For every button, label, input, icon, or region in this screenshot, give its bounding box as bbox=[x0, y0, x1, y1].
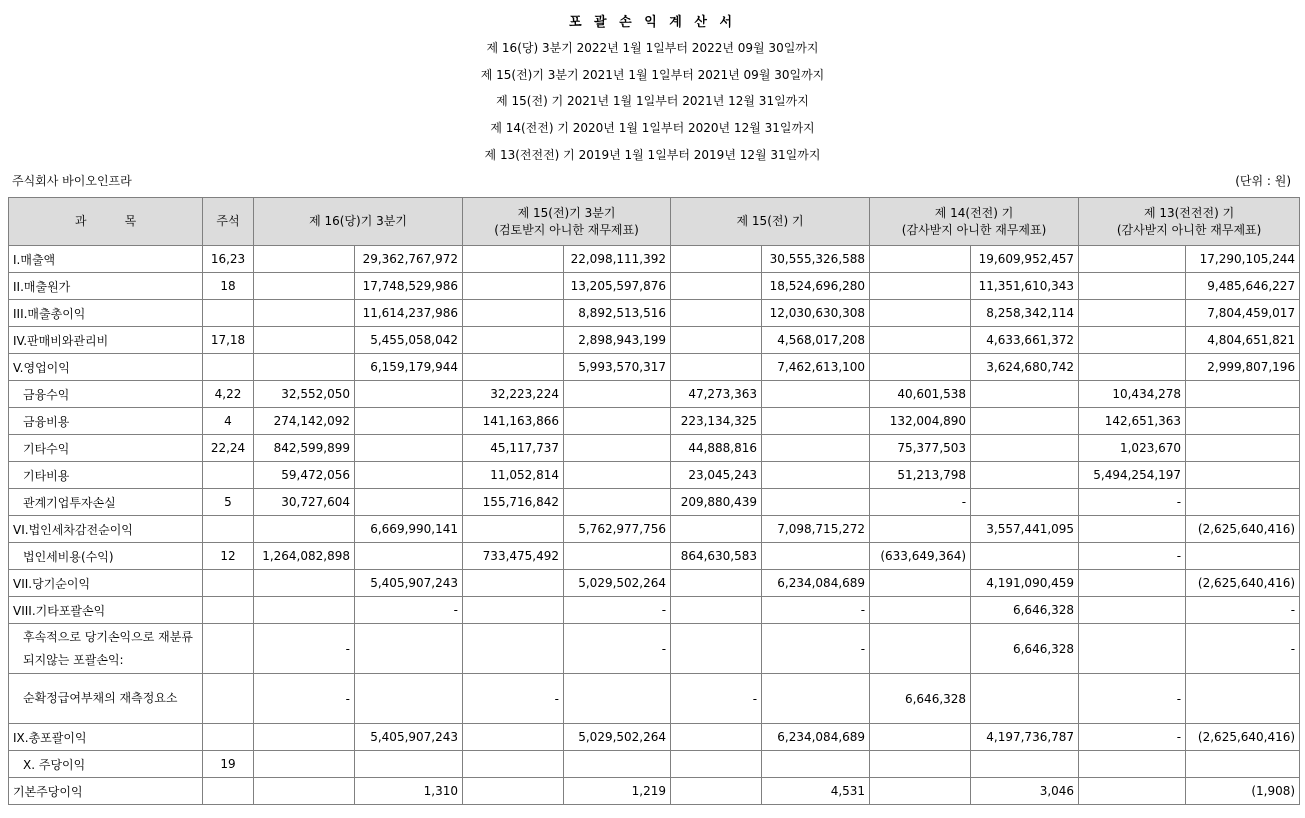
amount-cell bbox=[564, 489, 671, 516]
amount-cell: 6,159,179,944 bbox=[355, 354, 463, 381]
amount-cell bbox=[671, 327, 762, 354]
amount-cell bbox=[971, 543, 1079, 570]
amount-cell bbox=[1079, 597, 1186, 624]
table-row bbox=[9, 597, 1300, 624]
amount-cell: 18,524,696,280 bbox=[762, 273, 870, 300]
amount-cell bbox=[1079, 751, 1186, 778]
row-note bbox=[203, 516, 254, 543]
amount-cell: 5,029,502,264 bbox=[564, 724, 671, 751]
amount-cell bbox=[671, 778, 762, 805]
amount-cell bbox=[564, 408, 671, 435]
amount-cell bbox=[671, 273, 762, 300]
amount-cell bbox=[1079, 246, 1186, 273]
header-period-line2: (검토받지 아니한 재무제표) bbox=[494, 222, 639, 237]
amount-cell: 1,219 bbox=[564, 778, 671, 805]
amount-cell bbox=[564, 435, 671, 462]
period-line: 제 15(전)기 3분기 2021년 1월 1일부터 2021년 09월 30일까지 bbox=[480, 68, 825, 82]
amount-cell: 7,804,459,017 bbox=[1186, 300, 1300, 327]
amount-cell: 7,098,715,272 bbox=[762, 516, 870, 543]
amount-cell: 132,004,890 bbox=[870, 408, 971, 435]
row-note: 4,22 bbox=[203, 381, 254, 408]
header-period bbox=[463, 198, 671, 246]
amount-cell bbox=[1079, 273, 1186, 300]
amount-cell bbox=[1079, 327, 1186, 354]
amount-cell bbox=[870, 778, 971, 805]
amount-cell bbox=[1079, 354, 1186, 381]
amount-cell bbox=[1186, 435, 1300, 462]
amount-cell: 1,310 bbox=[355, 778, 463, 805]
table-row bbox=[9, 489, 1300, 516]
amount-cell: - bbox=[564, 624, 671, 674]
amount-cell bbox=[1186, 489, 1300, 516]
amount-cell bbox=[254, 300, 355, 327]
amount-cell: 842,599,899 bbox=[254, 435, 355, 462]
amount-cell bbox=[762, 489, 870, 516]
amount-cell bbox=[671, 354, 762, 381]
amount-cell: - bbox=[870, 489, 971, 516]
amount-cell: 29,362,767,972 bbox=[355, 246, 463, 273]
table-row bbox=[9, 724, 1300, 751]
amount-cell bbox=[1079, 778, 1186, 805]
amount-cell bbox=[355, 489, 463, 516]
header-period-line1: 제 15(전)기 3분기 bbox=[517, 205, 616, 220]
amount-cell bbox=[355, 435, 463, 462]
amount-cell bbox=[971, 751, 1079, 778]
amount-cell bbox=[355, 543, 463, 570]
amount-cell bbox=[254, 724, 355, 751]
amount-cell bbox=[870, 516, 971, 543]
amount-cell: 75,377,503 bbox=[870, 435, 971, 462]
statement-title: 포 괄 손 익 계 산 서 bbox=[568, 15, 737, 30]
amount-cell bbox=[564, 381, 671, 408]
header-period-line1: 제 15(전) 기 bbox=[736, 214, 804, 228]
amount-cell bbox=[254, 778, 355, 805]
amount-cell: 5,455,058,042 bbox=[355, 327, 463, 354]
unit-label: (단위 : 원) bbox=[1235, 174, 1291, 188]
table-row bbox=[9, 462, 1300, 489]
amount-cell: 23,045,243 bbox=[671, 462, 762, 489]
table-row bbox=[9, 246, 1300, 273]
amount-cell: 22,098,111,392 bbox=[564, 246, 671, 273]
amount-cell: - bbox=[463, 674, 564, 724]
amount-cell bbox=[355, 674, 463, 724]
amount-cell bbox=[463, 246, 564, 273]
header-period-line2: (감사받지 아니한 재무제표) bbox=[1116, 222, 1262, 237]
amount-cell: 864,630,583 bbox=[671, 543, 762, 570]
amount-cell bbox=[762, 751, 870, 778]
amount-cell bbox=[564, 462, 671, 489]
amount-cell bbox=[971, 408, 1079, 435]
amount-cell: 11,052,814 bbox=[463, 462, 564, 489]
amount-cell bbox=[762, 435, 870, 462]
amount-cell: 13,205,597,876 bbox=[564, 273, 671, 300]
row-note bbox=[203, 624, 254, 674]
header-period bbox=[1079, 198, 1300, 246]
row-note: 5 bbox=[203, 489, 254, 516]
amount-cell: 733,475,492 bbox=[463, 543, 564, 570]
amount-cell: 17,290,105,244 bbox=[1186, 246, 1300, 273]
header-subject: 과 목 bbox=[9, 198, 203, 246]
row-note: 18 bbox=[203, 273, 254, 300]
amount-cell bbox=[870, 327, 971, 354]
amount-cell: 1,023,670 bbox=[1079, 435, 1186, 462]
row-label: 순확정급여부채의 재측정요소 bbox=[9, 674, 203, 724]
amount-cell bbox=[870, 246, 971, 273]
amount-cell: 6,646,328 bbox=[971, 597, 1079, 624]
amount-cell bbox=[762, 381, 870, 408]
amount-cell bbox=[671, 724, 762, 751]
amount-cell: 45,117,737 bbox=[463, 435, 564, 462]
amount-cell bbox=[762, 674, 870, 724]
header-period bbox=[254, 198, 463, 246]
amount-cell: - bbox=[1186, 597, 1300, 624]
amount-cell bbox=[254, 516, 355, 543]
amount-cell bbox=[355, 408, 463, 435]
amount-cell bbox=[355, 751, 463, 778]
amount-cell bbox=[870, 724, 971, 751]
amount-cell: 2,898,943,199 bbox=[564, 327, 671, 354]
amount-cell: 11,614,237,986 bbox=[355, 300, 463, 327]
amount-cell: 5,405,907,243 bbox=[355, 570, 463, 597]
amount-cell: 4,197,736,787 bbox=[971, 724, 1079, 751]
amount-cell: 6,234,084,689 bbox=[762, 570, 870, 597]
amount-cell bbox=[463, 624, 564, 674]
table-row bbox=[9, 354, 1300, 381]
row-label: X. 주당이익 bbox=[9, 751, 203, 778]
amount-cell: - bbox=[564, 597, 671, 624]
amount-cell bbox=[463, 778, 564, 805]
amount-cell: 8,892,513,516 bbox=[564, 300, 671, 327]
period-line: 제 15(전) 기 2021년 1월 1일부터 2021년 12월 31일까지 bbox=[496, 94, 809, 108]
amount-cell bbox=[762, 543, 870, 570]
amount-cell bbox=[971, 489, 1079, 516]
amount-cell: 6,234,084,689 bbox=[762, 724, 870, 751]
amount-cell: 5,405,907,243 bbox=[355, 724, 463, 751]
amount-cell bbox=[463, 327, 564, 354]
row-note: 17,18 bbox=[203, 327, 254, 354]
table-row bbox=[9, 381, 1300, 408]
amount-cell: - bbox=[1079, 674, 1186, 724]
amount-cell: 6,646,328 bbox=[870, 674, 971, 724]
amount-cell bbox=[254, 751, 355, 778]
table-row bbox=[9, 300, 1300, 327]
amount-cell: 47,273,363 bbox=[671, 381, 762, 408]
amount-cell: 5,993,570,317 bbox=[564, 354, 671, 381]
amount-cell bbox=[463, 354, 564, 381]
header-period-line1: 제 14(전전) 기 bbox=[934, 205, 1014, 220]
amount-cell: 155,716,842 bbox=[463, 489, 564, 516]
amount-cell: - bbox=[254, 624, 355, 674]
amount-cell: 5,029,502,264 bbox=[564, 570, 671, 597]
row-label: 법인세비용(수익) bbox=[9, 543, 203, 570]
row-label: VI.법인세차감전순이익 bbox=[9, 516, 203, 543]
row-label: IV.판매비와관리비 bbox=[9, 327, 203, 354]
period-line: 제 13(전전전) 기 2019년 1월 1일부터 2019년 12월 31일까지 bbox=[484, 148, 821, 162]
row-note bbox=[203, 354, 254, 381]
amount-cell bbox=[1186, 751, 1300, 778]
amount-cell bbox=[671, 597, 762, 624]
amount-cell: 3,624,680,742 bbox=[971, 354, 1079, 381]
amount-cell bbox=[762, 462, 870, 489]
amount-cell bbox=[671, 624, 762, 674]
amount-cell: 19,609,952,457 bbox=[971, 246, 1079, 273]
amount-cell bbox=[671, 246, 762, 273]
amount-cell: 30,727,604 bbox=[254, 489, 355, 516]
amount-cell: (1,908) bbox=[1186, 778, 1300, 805]
table-row bbox=[9, 624, 1300, 674]
amount-cell bbox=[1079, 624, 1186, 674]
table-row bbox=[9, 408, 1300, 435]
period-line: 제 14(전전) 기 2020년 1월 1일부터 2020년 12월 31일까지 bbox=[490, 121, 815, 135]
amount-cell: 44,888,816 bbox=[671, 435, 762, 462]
row-label: 금융비용 bbox=[9, 408, 203, 435]
row-note bbox=[203, 300, 254, 327]
amount-cell bbox=[254, 354, 355, 381]
header-period-line2: (감사받지 아니한 재무제표) bbox=[901, 222, 1047, 237]
amount-cell bbox=[1079, 516, 1186, 543]
amount-cell bbox=[355, 624, 463, 674]
amount-cell: - bbox=[762, 624, 870, 674]
row-label: IX.총포괄이익 bbox=[9, 724, 203, 751]
amount-cell bbox=[870, 597, 971, 624]
row-note bbox=[203, 462, 254, 489]
row-label: 관계기업투자손실 bbox=[9, 489, 203, 516]
table-row bbox=[9, 273, 1300, 300]
amount-cell bbox=[1186, 543, 1300, 570]
row-label: III.매출총이익 bbox=[9, 300, 203, 327]
amount-cell bbox=[463, 300, 564, 327]
header-period bbox=[870, 198, 1079, 246]
amount-cell: 32,552,050 bbox=[254, 381, 355, 408]
company-name: 주식회사 바이오인프라 bbox=[12, 174, 132, 188]
amount-cell bbox=[564, 674, 671, 724]
header-period-line1: 제 13(전전전) 기 bbox=[1143, 205, 1235, 220]
amount-cell: 6,669,990,141 bbox=[355, 516, 463, 543]
amount-cell: (633,649,364) bbox=[870, 543, 971, 570]
amount-cell: 9,485,646,227 bbox=[1186, 273, 1300, 300]
table-row bbox=[9, 327, 1300, 354]
amount-cell bbox=[671, 300, 762, 327]
amount-cell bbox=[870, 273, 971, 300]
amount-cell: 4,804,651,821 bbox=[1186, 327, 1300, 354]
row-label: 기타수익 bbox=[9, 435, 203, 462]
amount-cell: - bbox=[762, 597, 870, 624]
amount-cell: 6,646,328 bbox=[971, 624, 1079, 674]
amount-cell bbox=[870, 751, 971, 778]
amount-cell bbox=[671, 570, 762, 597]
row-note: 22,24 bbox=[203, 435, 254, 462]
table-row bbox=[9, 435, 1300, 462]
amount-cell: (2,625,640,416) bbox=[1186, 724, 1300, 751]
amount-cell: 5,494,254,197 bbox=[1079, 462, 1186, 489]
amount-cell bbox=[762, 408, 870, 435]
amount-cell bbox=[1186, 381, 1300, 408]
header-period-line1: 제 16(당)기 3분기 bbox=[309, 214, 407, 228]
row-note: 4 bbox=[203, 408, 254, 435]
amount-cell bbox=[870, 300, 971, 327]
row-label: I.매출액 bbox=[9, 246, 203, 273]
row-note: 12 bbox=[203, 543, 254, 570]
amount-cell: 32,223,224 bbox=[463, 381, 564, 408]
row-label: V.영업이익 bbox=[9, 354, 203, 381]
amount-cell: 10,434,278 bbox=[1079, 381, 1186, 408]
period-line: 제 16(당) 3분기 2022년 1월 1일부터 2022년 09월 30일까지 bbox=[486, 41, 819, 55]
row-note: 16,23 bbox=[203, 246, 254, 273]
amount-cell: 274,142,092 bbox=[254, 408, 355, 435]
amount-cell bbox=[254, 246, 355, 273]
amount-cell bbox=[870, 354, 971, 381]
amount-cell: 12,030,630,308 bbox=[762, 300, 870, 327]
header-period bbox=[671, 198, 870, 246]
amount-cell: 30,555,326,588 bbox=[762, 246, 870, 273]
row-note bbox=[203, 778, 254, 805]
table-header-row bbox=[9, 198, 1300, 246]
row-note bbox=[203, 570, 254, 597]
amount-cell bbox=[463, 570, 564, 597]
amount-cell: 3,557,441,095 bbox=[971, 516, 1079, 543]
amount-cell bbox=[671, 516, 762, 543]
amount-cell: 51,213,798 bbox=[870, 462, 971, 489]
amount-cell bbox=[971, 381, 1079, 408]
amount-cell: - bbox=[355, 597, 463, 624]
amount-cell bbox=[1186, 408, 1300, 435]
row-label: 기타비용 bbox=[9, 462, 203, 489]
amount-cell bbox=[564, 543, 671, 570]
row-note bbox=[203, 674, 254, 724]
amount-cell bbox=[971, 435, 1079, 462]
amount-cell: 1,264,082,898 bbox=[254, 543, 355, 570]
amount-cell bbox=[355, 381, 463, 408]
amount-cell: (2,625,640,416) bbox=[1186, 516, 1300, 543]
amount-cell: 5,762,977,756 bbox=[564, 516, 671, 543]
row-label: VIII.기타포괄손익 bbox=[9, 597, 203, 624]
amount-cell bbox=[1186, 674, 1300, 724]
amount-cell bbox=[463, 597, 564, 624]
amount-cell: 7,462,613,100 bbox=[762, 354, 870, 381]
table-row bbox=[9, 516, 1300, 543]
amount-cell bbox=[1079, 570, 1186, 597]
amount-cell: 59,472,056 bbox=[254, 462, 355, 489]
row-label: VII.당기순이익 bbox=[9, 570, 203, 597]
amount-cell: - bbox=[1079, 489, 1186, 516]
header-note: 주석 bbox=[203, 198, 254, 246]
amount-cell: 4,531 bbox=[762, 778, 870, 805]
table-row bbox=[9, 674, 1300, 724]
income-statement-table bbox=[8, 197, 1300, 805]
amount-cell: 142,651,363 bbox=[1079, 408, 1186, 435]
amount-cell bbox=[254, 570, 355, 597]
amount-cell: - bbox=[671, 674, 762, 724]
row-note: 19 bbox=[203, 751, 254, 778]
amount-cell bbox=[1186, 462, 1300, 489]
amount-cell: 141,163,866 bbox=[463, 408, 564, 435]
amount-cell: 4,191,090,459 bbox=[971, 570, 1079, 597]
amount-cell bbox=[463, 516, 564, 543]
table-row bbox=[9, 570, 1300, 597]
amount-cell bbox=[254, 327, 355, 354]
amount-cell bbox=[671, 751, 762, 778]
row-note bbox=[203, 724, 254, 751]
amount-cell: 4,568,017,208 bbox=[762, 327, 870, 354]
amount-cell bbox=[463, 273, 564, 300]
amount-cell: 17,748,529,986 bbox=[355, 273, 463, 300]
amount-cell: 209,880,439 bbox=[671, 489, 762, 516]
amount-cell: 8,258,342,114 bbox=[971, 300, 1079, 327]
amount-cell: - bbox=[254, 674, 355, 724]
table-row bbox=[9, 543, 1300, 570]
amount-cell: 40,601,538 bbox=[870, 381, 971, 408]
amount-cell bbox=[254, 273, 355, 300]
row-note bbox=[203, 597, 254, 624]
table-row bbox=[9, 751, 1300, 778]
row-label: 기본주당이익 bbox=[9, 778, 203, 805]
amount-cell bbox=[971, 674, 1079, 724]
amount-cell: 4,633,661,372 bbox=[971, 327, 1079, 354]
amount-cell bbox=[971, 462, 1079, 489]
row-label: II.매출원가 bbox=[9, 273, 203, 300]
amount-cell bbox=[355, 462, 463, 489]
table-row bbox=[9, 778, 1300, 805]
row-label: 후속적으로 당기손익으로 재분류되지않는 포괄손익: bbox=[9, 624, 203, 674]
amount-cell bbox=[564, 751, 671, 778]
amount-cell bbox=[254, 597, 355, 624]
amount-cell: (2,625,640,416) bbox=[1186, 570, 1300, 597]
amount-cell: 2,999,807,196 bbox=[1186, 354, 1300, 381]
amount-cell: - bbox=[1186, 624, 1300, 674]
amount-cell bbox=[870, 570, 971, 597]
amount-cell bbox=[463, 724, 564, 751]
amount-cell: 3,046 bbox=[971, 778, 1079, 805]
amount-cell bbox=[463, 751, 564, 778]
amount-cell: 223,134,325 bbox=[671, 408, 762, 435]
amount-cell: - bbox=[1079, 724, 1186, 751]
row-label: 금융수익 bbox=[9, 381, 203, 408]
amount-cell bbox=[1079, 300, 1186, 327]
amount-cell: - bbox=[1079, 543, 1186, 570]
amount-cell: 11,351,610,343 bbox=[971, 273, 1079, 300]
amount-cell bbox=[870, 624, 971, 674]
